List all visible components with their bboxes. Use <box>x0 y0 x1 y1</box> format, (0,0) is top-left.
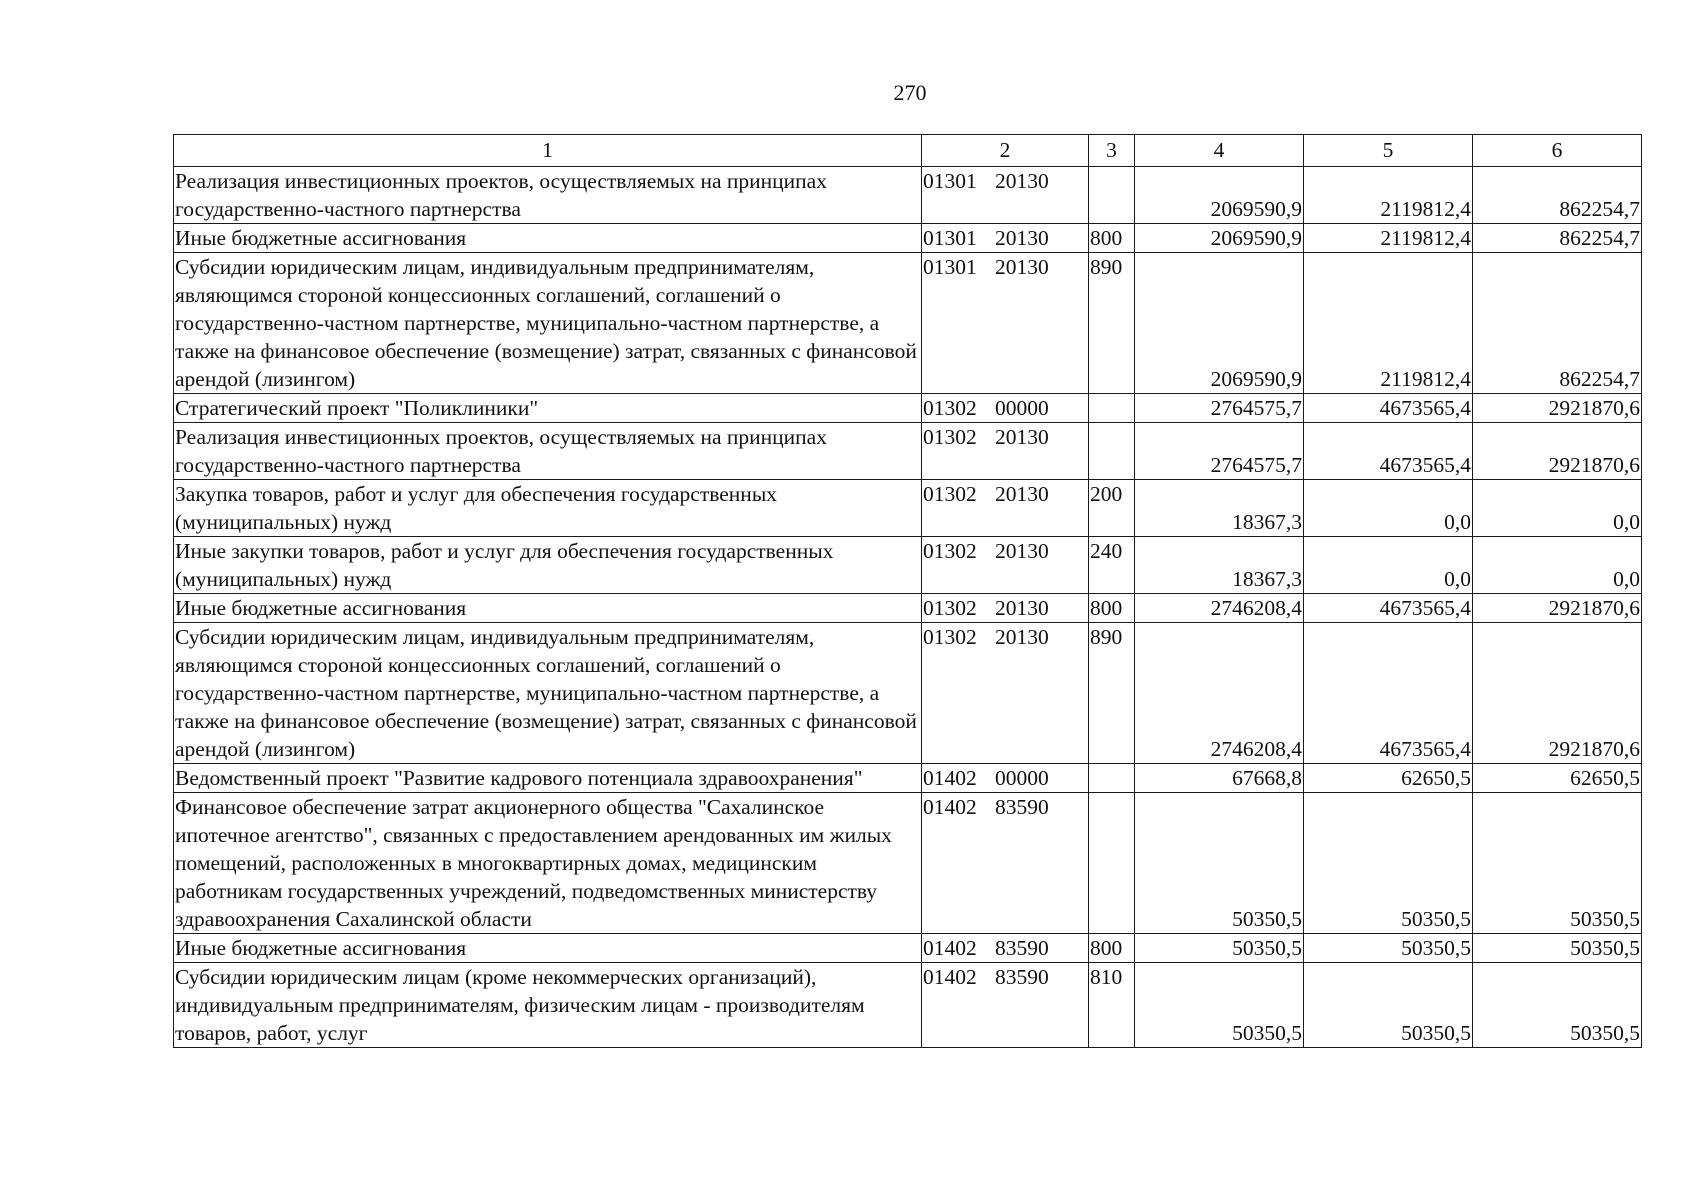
row-value-col6: 0,0 <box>1473 537 1642 594</box>
table-row <box>174 537 1642 594</box>
row-value-col6: 862254,7 <box>1473 167 1642 224</box>
row-value-col4: 18367,3 <box>1135 480 1304 537</box>
row-code <box>922 764 1089 793</box>
row-expense-type: 890 <box>1089 623 1135 764</box>
row-value-col6: 62650,5 <box>1473 764 1642 793</box>
row-expense-type <box>1089 167 1135 224</box>
direction-code: 20130 <box>995 482 1049 506</box>
column-number: 6 <box>1473 135 1642 167</box>
row-value-col4: 50350,5 <box>1135 963 1304 1048</box>
direction-code: 20130 <box>995 596 1049 620</box>
row-expense-type: 200 <box>1089 480 1135 537</box>
row-value-col4: 50350,5 <box>1135 793 1304 934</box>
table-row <box>174 764 1642 793</box>
row-code <box>922 537 1089 594</box>
row-name: Иные закупки товаров, работ и услуг для обеспечения государственных (муниципальных) нужд <box>174 537 922 594</box>
row-value-col4: 2069590,9 <box>1135 224 1304 253</box>
table-row <box>174 394 1642 423</box>
program-code: 01301 <box>923 255 977 279</box>
table-row <box>174 934 1642 963</box>
direction-code: 20130 <box>995 625 1049 649</box>
table-row <box>174 224 1642 253</box>
row-value-col4: 2764575,7 <box>1135 423 1304 480</box>
row-expense-type: 240 <box>1089 537 1135 594</box>
row-value-col4: 50350,5 <box>1135 934 1304 963</box>
row-value-col5: 4673565,4 <box>1304 423 1473 480</box>
direction-code: 20130 <box>995 169 1049 193</box>
program-code: 01302 <box>923 396 977 420</box>
row-expense-type: 810 <box>1089 963 1135 1048</box>
row-value-col6: 2921870,6 <box>1473 594 1642 623</box>
program-code: 01402 <box>923 766 977 790</box>
column-number: 1 <box>174 135 922 167</box>
program-code: 01402 <box>923 965 977 989</box>
row-name: Субсидии юридическим лицам (кроме некоммерческих организаций), индивидуальным предпринимателям, физическим лицам - производителям товаров, работ, услуг <box>174 963 922 1048</box>
column-number: 3 <box>1089 135 1135 167</box>
row-value-col5: 62650,5 <box>1304 764 1473 793</box>
row-name: Субсидии юридическим лицам, индивидуальным предпринимателям, являющимся стороной концессионных соглашений, соглашений о государственно-частном партнерстве, муниципально-частном партнерстве, а также на финансовое обеспечение (возмещение) затрат, связанных с финансовой арендой (лизингом) <box>174 623 922 764</box>
row-value-col6: 50350,5 <box>1473 793 1642 934</box>
row-value-col6: 2921870,6 <box>1473 623 1642 764</box>
table-row <box>174 253 1642 394</box>
row-expense-type <box>1089 394 1135 423</box>
budget-table <box>173 134 1642 1048</box>
program-code: 01402 <box>923 795 977 819</box>
row-name: Стратегический проект "Поликлиники" <box>174 394 922 423</box>
row-code <box>922 623 1089 764</box>
row-value-col6: 50350,5 <box>1473 934 1642 963</box>
row-value-col6: 862254,7 <box>1473 253 1642 394</box>
budget-table-body <box>174 135 1642 1048</box>
row-value-col5: 2119812,4 <box>1304 167 1473 224</box>
row-value-col5: 50350,5 <box>1304 793 1473 934</box>
table-row <box>174 167 1642 224</box>
row-code <box>922 423 1089 480</box>
direction-code: 00000 <box>995 396 1049 420</box>
program-code: 01301 <box>923 169 977 193</box>
table-row <box>174 480 1642 537</box>
program-code: 01402 <box>923 936 977 960</box>
row-code <box>922 594 1089 623</box>
program-code: 01302 <box>923 625 977 649</box>
row-code <box>922 167 1089 224</box>
row-name: Субсидии юридическим лицам, индивидуальным предпринимателям, являющимся стороной концессионных соглашений, соглашений о государственно-частном партнерстве, муниципально-частном партнерстве, а также на финансовое обеспечение (возмещение) затрат, связанных с финансовой арендой (лизингом) <box>174 253 922 394</box>
row-value-col5: 0,0 <box>1304 537 1473 594</box>
direction-code: 20130 <box>995 226 1049 250</box>
row-code <box>922 934 1089 963</box>
row-value-col5: 2119812,4 <box>1304 224 1473 253</box>
program-code: 01302 <box>923 596 977 620</box>
row-value-col4: 2746208,4 <box>1135 623 1304 764</box>
row-code <box>922 480 1089 537</box>
column-number: 5 <box>1304 135 1473 167</box>
row-value-col4: 18367,3 <box>1135 537 1304 594</box>
row-expense-type <box>1089 793 1135 934</box>
row-code <box>922 253 1089 394</box>
row-value-col6: 0,0 <box>1473 480 1642 537</box>
page-number: 270 <box>893 80 927 105</box>
table-row <box>174 594 1642 623</box>
row-value-col5: 50350,5 <box>1304 963 1473 1048</box>
direction-code: 20130 <box>995 425 1049 449</box>
row-expense-type: 800 <box>1089 934 1135 963</box>
row-expense-type: 800 <box>1089 224 1135 253</box>
row-value-col5: 50350,5 <box>1304 934 1473 963</box>
direction-code: 00000 <box>995 766 1049 790</box>
program-code: 01301 <box>923 226 977 250</box>
row-name: Иные бюджетные ассигнования <box>174 594 922 623</box>
direction-code: 83590 <box>995 965 1049 989</box>
row-value-col4: 67668,8 <box>1135 764 1304 793</box>
row-name: Реализация инвестиционных проектов, осуществляемых на принципах государственно-частного партнерства <box>174 423 922 480</box>
row-value-col6: 2921870,6 <box>1473 394 1642 423</box>
row-value-col4: 2069590,9 <box>1135 167 1304 224</box>
row-value-col5: 2119812,4 <box>1304 253 1473 394</box>
row-value-col6: 862254,7 <box>1473 224 1642 253</box>
direction-code: 20130 <box>995 255 1049 279</box>
row-value-col5: 4673565,4 <box>1304 623 1473 764</box>
row-name: Финансовое обеспечение затрат акционерного общества "Сахалинское ипотечное агентство", связанных с предоставлением арендованных им жилых помещений, расположенных в многоквартирных домах, медицинским работникам государственных учреждений, подведомственных министерству здравоохранения Сахалинской области <box>174 793 922 934</box>
direction-code: 83590 <box>995 936 1049 960</box>
table-row <box>174 623 1642 764</box>
row-value-col5: 0,0 <box>1304 480 1473 537</box>
row-code <box>922 963 1089 1048</box>
row-name: Закупка товаров, работ и услуг для обеспечения государственных (муниципальных) нужд <box>174 480 922 537</box>
row-name: Ведомственный проект "Развитие кадрового потенциала здравоохранения" <box>174 764 922 793</box>
row-value-col6: 50350,5 <box>1473 963 1642 1048</box>
program-code: 01302 <box>923 482 977 506</box>
row-value-col6: 2921870,6 <box>1473 423 1642 480</box>
row-name: Реализация инвестиционных проектов, осуществляемых на принципах государственно-частного партнерства <box>174 167 922 224</box>
row-code <box>922 224 1089 253</box>
row-value-col4: 2069590,9 <box>1135 253 1304 394</box>
program-code: 01302 <box>923 425 977 449</box>
row-value-col5: 4673565,4 <box>1304 594 1473 623</box>
row-value-col4: 2764575,7 <box>1135 394 1304 423</box>
row-value-col4: 2746208,4 <box>1135 594 1304 623</box>
row-code <box>922 394 1089 423</box>
row-expense-type: 890 <box>1089 253 1135 394</box>
table-row <box>174 423 1642 480</box>
row-expense-type <box>1089 764 1135 793</box>
direction-code: 20130 <box>995 539 1049 563</box>
row-expense-type: 800 <box>1089 594 1135 623</box>
column-number-row <box>174 135 1642 167</box>
row-name: Иные бюджетные ассигнования <box>174 224 922 253</box>
program-code: 01302 <box>923 539 977 563</box>
table-row <box>174 963 1642 1048</box>
column-number: 2 <box>922 135 1089 167</box>
row-name: Иные бюджетные ассигнования <box>174 934 922 963</box>
column-number: 4 <box>1135 135 1304 167</box>
row-value-col5: 4673565,4 <box>1304 394 1473 423</box>
row-code <box>922 793 1089 934</box>
row-expense-type <box>1089 423 1135 480</box>
direction-code: 83590 <box>995 795 1049 819</box>
table-row <box>174 793 1642 934</box>
